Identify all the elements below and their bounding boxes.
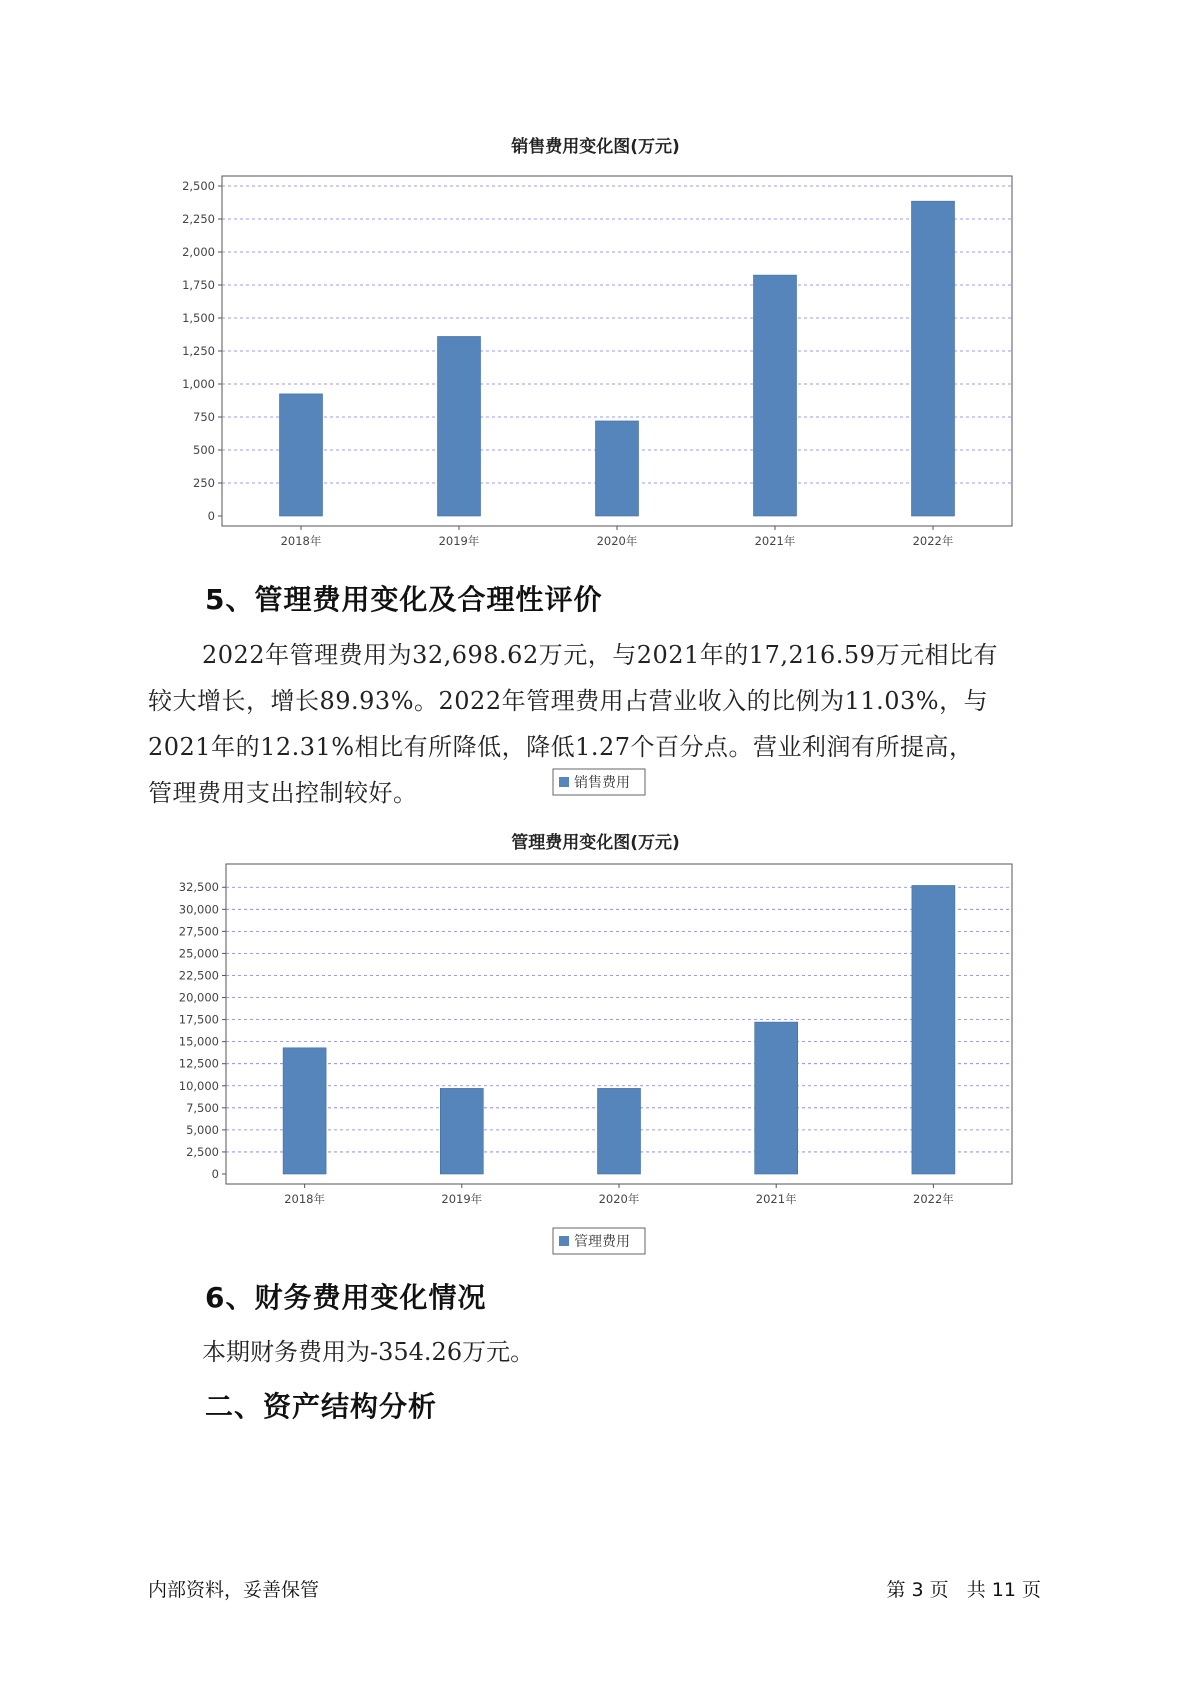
- bar-2022年: [912, 201, 955, 516]
- y-tick-label: 2,250: [182, 212, 215, 226]
- y-tick-label: 1,250: [182, 344, 215, 358]
- section5-line-2: 较大增长，增长89.93%。2022年管理费用占营业收入的比例为11.03%，与: [148, 687, 989, 715]
- bar-2021年: [755, 1022, 798, 1174]
- bar-2020年: [598, 1088, 641, 1174]
- bar-2021年: [754, 275, 797, 516]
- y-tick-label: 2,500: [186, 1144, 219, 1159]
- y-tick-label: 500: [193, 443, 215, 457]
- y-tick-label: 27,500: [178, 924, 219, 939]
- bar-2018年: [280, 394, 323, 516]
- section5-line-3: 2021年的12.31%相比有所降低，降低1.27个百分点。营业利润有所提高，: [148, 733, 974, 761]
- x-tick-label: 2018年: [284, 1192, 325, 1206]
- y-tick-label: 1,500: [182, 311, 215, 325]
- y-tick-label: 2,500: [182, 179, 215, 193]
- bar-2019年: [438, 336, 481, 516]
- x-tick-label: 2020年: [598, 1192, 640, 1206]
- y-tick-label: 1,750: [182, 278, 215, 292]
- x-tick-label: 2021年: [754, 534, 796, 548]
- y-tick-label: 15,000: [178, 1034, 219, 1049]
- footer-page-number: 第 3 页 共 11 页: [886, 1579, 1041, 1601]
- section6-heading: 6、财务费用变化情况: [205, 1281, 487, 1314]
- y-tick-label: 25,000: [178, 946, 219, 961]
- admin-expense-chart: [0, 856, 1191, 1256]
- y-tick-label: 1,000: [182, 377, 215, 391]
- x-tick-label: 2021年: [755, 1192, 797, 1206]
- bar-2020年: [596, 421, 639, 516]
- y-tick-label: 7,500: [186, 1100, 219, 1115]
- sales-chart-title: 销售费用变化图(万元): [511, 137, 680, 157]
- legend-swatch: [559, 1236, 569, 1246]
- bar-2022年: [912, 885, 955, 1174]
- bar-2018年: [283, 1048, 326, 1174]
- footer-confidential: 内部资料，妥善保管: [148, 1579, 320, 1601]
- section6-text: 本期财务费用为-354.26万元。: [202, 1338, 535, 1366]
- y-tick-label: 0: [211, 1167, 219, 1181]
- y-tick-label: 20,000: [178, 990, 219, 1005]
- section5-line-4: 管理费用支出控制较好。: [148, 779, 418, 807]
- x-tick-label: 2022年: [912, 534, 954, 548]
- y-tick-label: 750: [193, 410, 215, 424]
- y-tick-label: 22,500: [178, 968, 219, 983]
- x-tick-label: 2019年: [438, 534, 480, 548]
- legend-label: 销售费用: [574, 775, 630, 791]
- legend-label: 管理费用: [574, 1234, 630, 1250]
- section5-line-1: 2022年管理费用为32,698.62万元，与2021年的17,216.59万元相比有: [202, 641, 998, 669]
- y-tick-label: 0: [207, 509, 215, 523]
- y-tick-label: 5,000: [186, 1122, 219, 1137]
- y-tick-label: 250: [193, 476, 215, 490]
- y-tick-label: 10,000: [178, 1078, 219, 1093]
- x-tick-label: 2022年: [913, 1192, 954, 1206]
- x-tick-label: 2020年: [596, 534, 638, 548]
- x-tick-label: 2019年: [441, 1192, 483, 1206]
- y-tick-label: 17,500: [178, 1012, 219, 1027]
- section5-paragraph: [148, 632, 1048, 816]
- bar-2019年: [440, 1088, 483, 1174]
- y-tick-label: 30,000: [178, 902, 219, 917]
- admin-chart-title: 管理费用变化图(万元): [511, 833, 680, 853]
- y-tick-label: 12,500: [178, 1056, 219, 1071]
- x-tick-label: 2018年: [280, 534, 322, 548]
- y-tick-label: 32,500: [178, 880, 219, 895]
- y-tick-label: 2,000: [182, 245, 215, 259]
- section-two-heading: 二、资产结构分析: [205, 1390, 438, 1423]
- section5-heading: 5、管理费用变化及合理性评价: [205, 583, 603, 616]
